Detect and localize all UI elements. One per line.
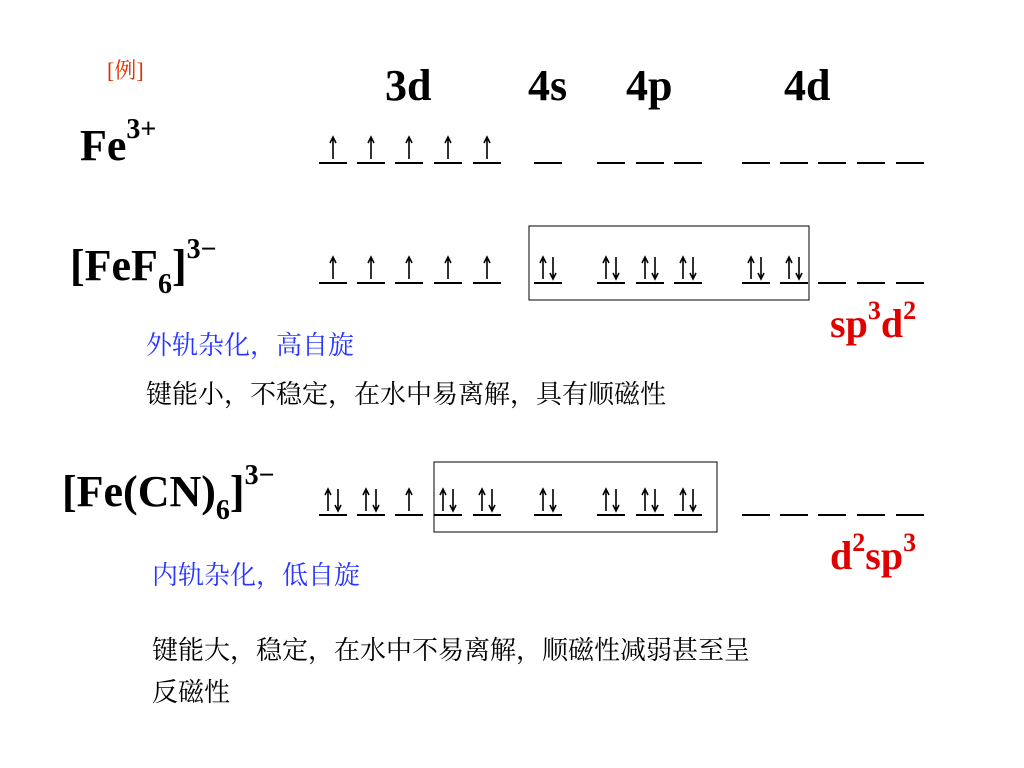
fef6-electron-up-arrow: [642, 257, 648, 279]
fecn6-electron-down-arrow: [489, 489, 495, 511]
fef6-electron-up-arrow: [406, 257, 412, 279]
hybrid-sp3d2-b: d: [880, 301, 904, 346]
fef6-electron-down-arrow: [613, 257, 619, 279]
species-fef6-charge: 3−: [186, 234, 217, 265]
fef6-electron-down-arrow: [758, 257, 764, 279]
hybrid-sp3d2-b-sup: 2: [903, 296, 917, 325]
header-3d: 3d: [385, 61, 432, 110]
fecn6-electron-up-arrow: [325, 489, 331, 511]
fecn6-electron-up-arrow: [540, 489, 546, 511]
fef6-electron-up-arrow: [445, 257, 451, 279]
species-fe-charge: 3+: [126, 114, 157, 145]
fef6-electron-up-arrow: [484, 257, 490, 279]
fecn6-electron-down-arrow: [450, 489, 456, 511]
species-fef6-base: [FeF: [70, 241, 158, 290]
fef6-hybrid-box: [529, 226, 809, 300]
hybrid-d2sp3-b: sp: [865, 533, 904, 578]
fecn6-properties-line2: 反磁性: [152, 678, 231, 708]
fecn6-electron-up-arrow: [479, 489, 485, 511]
fecn6-hybrid-type: 内轨杂化，低自旋: [152, 561, 361, 591]
hybrid-d2sp3-b-sup: 3: [903, 528, 917, 557]
header-4p: 4p: [626, 61, 673, 110]
fef6-electron-up-arrow: [368, 257, 374, 279]
fecn6-properties-line1: 键能大，稳定，在水中不易离解，顺磁性减弱甚至呈: [152, 636, 751, 666]
fecn6-electron-down-arrow: [335, 489, 341, 511]
species-fecn6-charge: 3−: [244, 460, 275, 491]
species-fecn6-base: [Fe(CN): [62, 467, 216, 516]
fe-electron-up-arrow: [406, 137, 412, 159]
fecn6-electron-down-arrow: [690, 489, 696, 511]
fef6-electron-up-arrow: [603, 257, 609, 279]
fef6-electron-up-arrow: [330, 257, 336, 279]
fecn6-electron-up-arrow: [603, 489, 609, 511]
fef6-electron-up-arrow: [680, 257, 686, 279]
example-tag: [例]: [107, 58, 144, 83]
species-fecn6-close: ]: [229, 467, 245, 516]
fef6-electron-up-arrow: [540, 257, 546, 279]
hybrid-d2sp3-a-sup: 2: [852, 528, 866, 557]
hybrid-d2sp3-a: d: [830, 533, 853, 578]
species-fe-base: Fe: [80, 121, 127, 170]
fecn6-electron-down-arrow: [550, 489, 556, 511]
fef6-electron-up-arrow: [748, 257, 754, 279]
species-fef6-sub: 6: [157, 269, 172, 300]
fef6-electron-up-arrow: [786, 257, 792, 279]
species-fef6-close: ]: [171, 241, 187, 290]
hybrid-sp3d2-a-sup: 3: [867, 296, 881, 325]
fe-electron-up-arrow: [445, 137, 451, 159]
fecn6-electron-up-arrow: [406, 489, 412, 511]
fef6-properties: 键能小，不稳定，在水中易离解，具有顺磁性: [146, 380, 667, 410]
fe-electron-up-arrow: [368, 137, 374, 159]
hybrid-sp3d2-a: sp: [830, 301, 868, 346]
fe-electron-up-arrow: [330, 137, 336, 159]
fef6-hybrid-type: 外轨杂化，高自旋: [146, 331, 355, 361]
fecn6-electron-down-arrow: [613, 489, 619, 511]
fecn6-electron-down-arrow: [373, 489, 379, 511]
fecn6-electron-up-arrow: [642, 489, 648, 511]
fef6-electron-down-arrow: [652, 257, 658, 279]
fecn6-electron-down-arrow: [652, 489, 658, 511]
fef6-electron-down-arrow: [796, 257, 802, 279]
fef6-electron-down-arrow: [690, 257, 696, 279]
fecn6-electron-up-arrow: [680, 489, 686, 511]
fef6-electron-down-arrow: [550, 257, 556, 279]
fecn6-electron-up-arrow: [363, 489, 369, 511]
fecn6-hybrid-box: [434, 462, 717, 532]
fecn6-electron-up-arrow: [440, 489, 446, 511]
species-fecn6-sub: 6: [215, 495, 230, 526]
header-4s: 4s: [528, 61, 568, 110]
fe-electron-up-arrow: [484, 137, 490, 159]
header-4d: 4d: [784, 61, 831, 110]
